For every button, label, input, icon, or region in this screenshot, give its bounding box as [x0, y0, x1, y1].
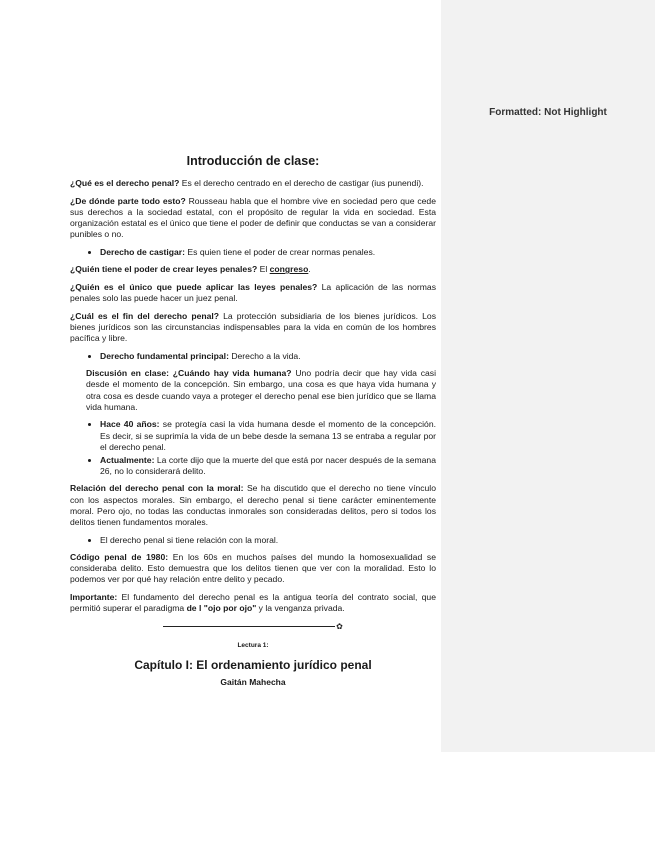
question-4: ¿Quién es el único que puede aplicar las leyes penales? [70, 281, 318, 292]
page-title: Introducción de clase: [186, 154, 320, 168]
separator-line [163, 626, 335, 627]
answer-7: Se ha discutido que el derecho no tiene vínculo con los aspectos morales. Sin embargo, el derecho penal si tiene carácter eminentemente moral. Pero ojo, no todas las conductas inmorales son consideradas delitos, pero si todos los delitos tienen fundamentos morales. [70, 483, 436, 528]
list-item [100, 535, 436, 546]
answer-8: En los 60s en muchos países del mundo la homosexualidad se consideraba delito. Esto demuestra que los delitos tienen que ver con la moralidad. Esto lo podemos ver por qué hay relación entre delito y pecado. [70, 551, 436, 585]
bullet-label: Derecho fundamental principal: [100, 350, 229, 361]
bullet-list-2 [70, 351, 436, 362]
list-item [100, 419, 436, 453]
answer-2: Rousseau habla que el hombre vive en sociedad pero que cede sus derechos a la sociedad estatal, con el propósito de regular la vida en sociedad. Esta organización estatal es el único que tiene el poder de definir que conductas se van a considerar punibles o no. [70, 195, 436, 240]
author-name: Gaitán Mahecha [220, 676, 286, 687]
question-5: ¿Cuál es el fin del derecho penal? [70, 310, 220, 321]
bullet-list-1 [70, 247, 436, 258]
chapter-title: Capítulo I: El ordenamiento jurídico penal [134, 657, 372, 672]
bullet-label: Hace 40 años: [100, 419, 160, 430]
bullet-list-4 [70, 535, 436, 546]
bullet-label: Actualmente: [100, 455, 155, 466]
paragraph-6 [70, 368, 436, 413]
question-9: Importante: [70, 592, 118, 603]
answer-4: La aplicación de las normas penales solo las puede hacer un juez penal. [70, 281, 436, 304]
bullet-text: Es quien tiene el poder de crear normas penales. [185, 247, 376, 258]
list-item [100, 455, 436, 477]
question-1: ¿Qué es el derecho penal? [70, 178, 180, 188]
flower-icon: ✿ [336, 622, 343, 632]
section-separator [70, 621, 436, 632]
question-2: ¿De dónde parte todo esto? [70, 195, 186, 206]
document-page [70, 150, 436, 694]
paragraph-3 [70, 264, 436, 275]
bullet-text: se protegía casi la vida humana desde el momento de la concepción. Es decir, si se suprimía la vida de un bebe desde la semana 13 se entraba a regular por el derecho penal. [100, 419, 436, 452]
answer-6: Uno podría decir que hay vida casi desde el momento de la concepción. Sin embargo, una cosa es que haya vida humana y otra cosa es desde cuando vaya a proteger el derecho penal ese bien jurídico que se llama vida humana. [86, 368, 436, 412]
question-6: Discusión en clase: ¿Cuándo hay vida humana? [86, 368, 292, 379]
paragraph-5 [70, 311, 436, 345]
bullet-list-3 [70, 419, 436, 477]
answer-9a: El fundamento del derecho penal es la antigua teoría del contrato social, que permitió superar el paradigma [70, 592, 436, 614]
question-8: Código penal de 1980: [70, 551, 169, 562]
bold-phrase: de l "ojo por ojo" [186, 603, 257, 614]
bullet-label: Derecho de castigar: [100, 247, 186, 258]
bullet-text: La corte dijo que la muerte del que está por nacer después de la semana 26, no lo considerará delito. [100, 455, 436, 477]
paragraph-8 [70, 552, 436, 586]
answer-3b: . [308, 264, 311, 275]
list-item [100, 351, 436, 362]
paragraph-4 [70, 282, 436, 304]
bullet-text: El derecho penal si tiene relación con la moral. [100, 534, 279, 545]
answer-1: Es el derecho centrado en el derecho de castigar (ius punendi). [179, 178, 424, 188]
answer-9b: y la venganza privada. [256, 603, 345, 614]
paragraph-1 [70, 178, 436, 189]
comment-format-note: Formatted: Not Highlight [489, 107, 607, 118]
answer-3a: El [257, 264, 270, 275]
question-3: ¿Quién tiene el poder de crear leyes penales? [70, 264, 258, 275]
underlined-term: congreso [269, 264, 309, 275]
question-7: Relación del derecho penal con la moral: [70, 483, 244, 494]
list-item [100, 247, 436, 258]
paragraph-2 [70, 196, 436, 241]
reading-label: Lectura 1: [237, 642, 269, 650]
answer-5: La protección subsidiaria de los bienes jurídicos. Los bienes jurídicos son las circunstancias indispensables para la vida en común de los hombres pacífica y libre. [70, 310, 436, 344]
paragraph-9 [70, 592, 436, 614]
paragraph-7 [70, 483, 436, 528]
bullet-text: Derecho a la vida. [228, 350, 301, 361]
